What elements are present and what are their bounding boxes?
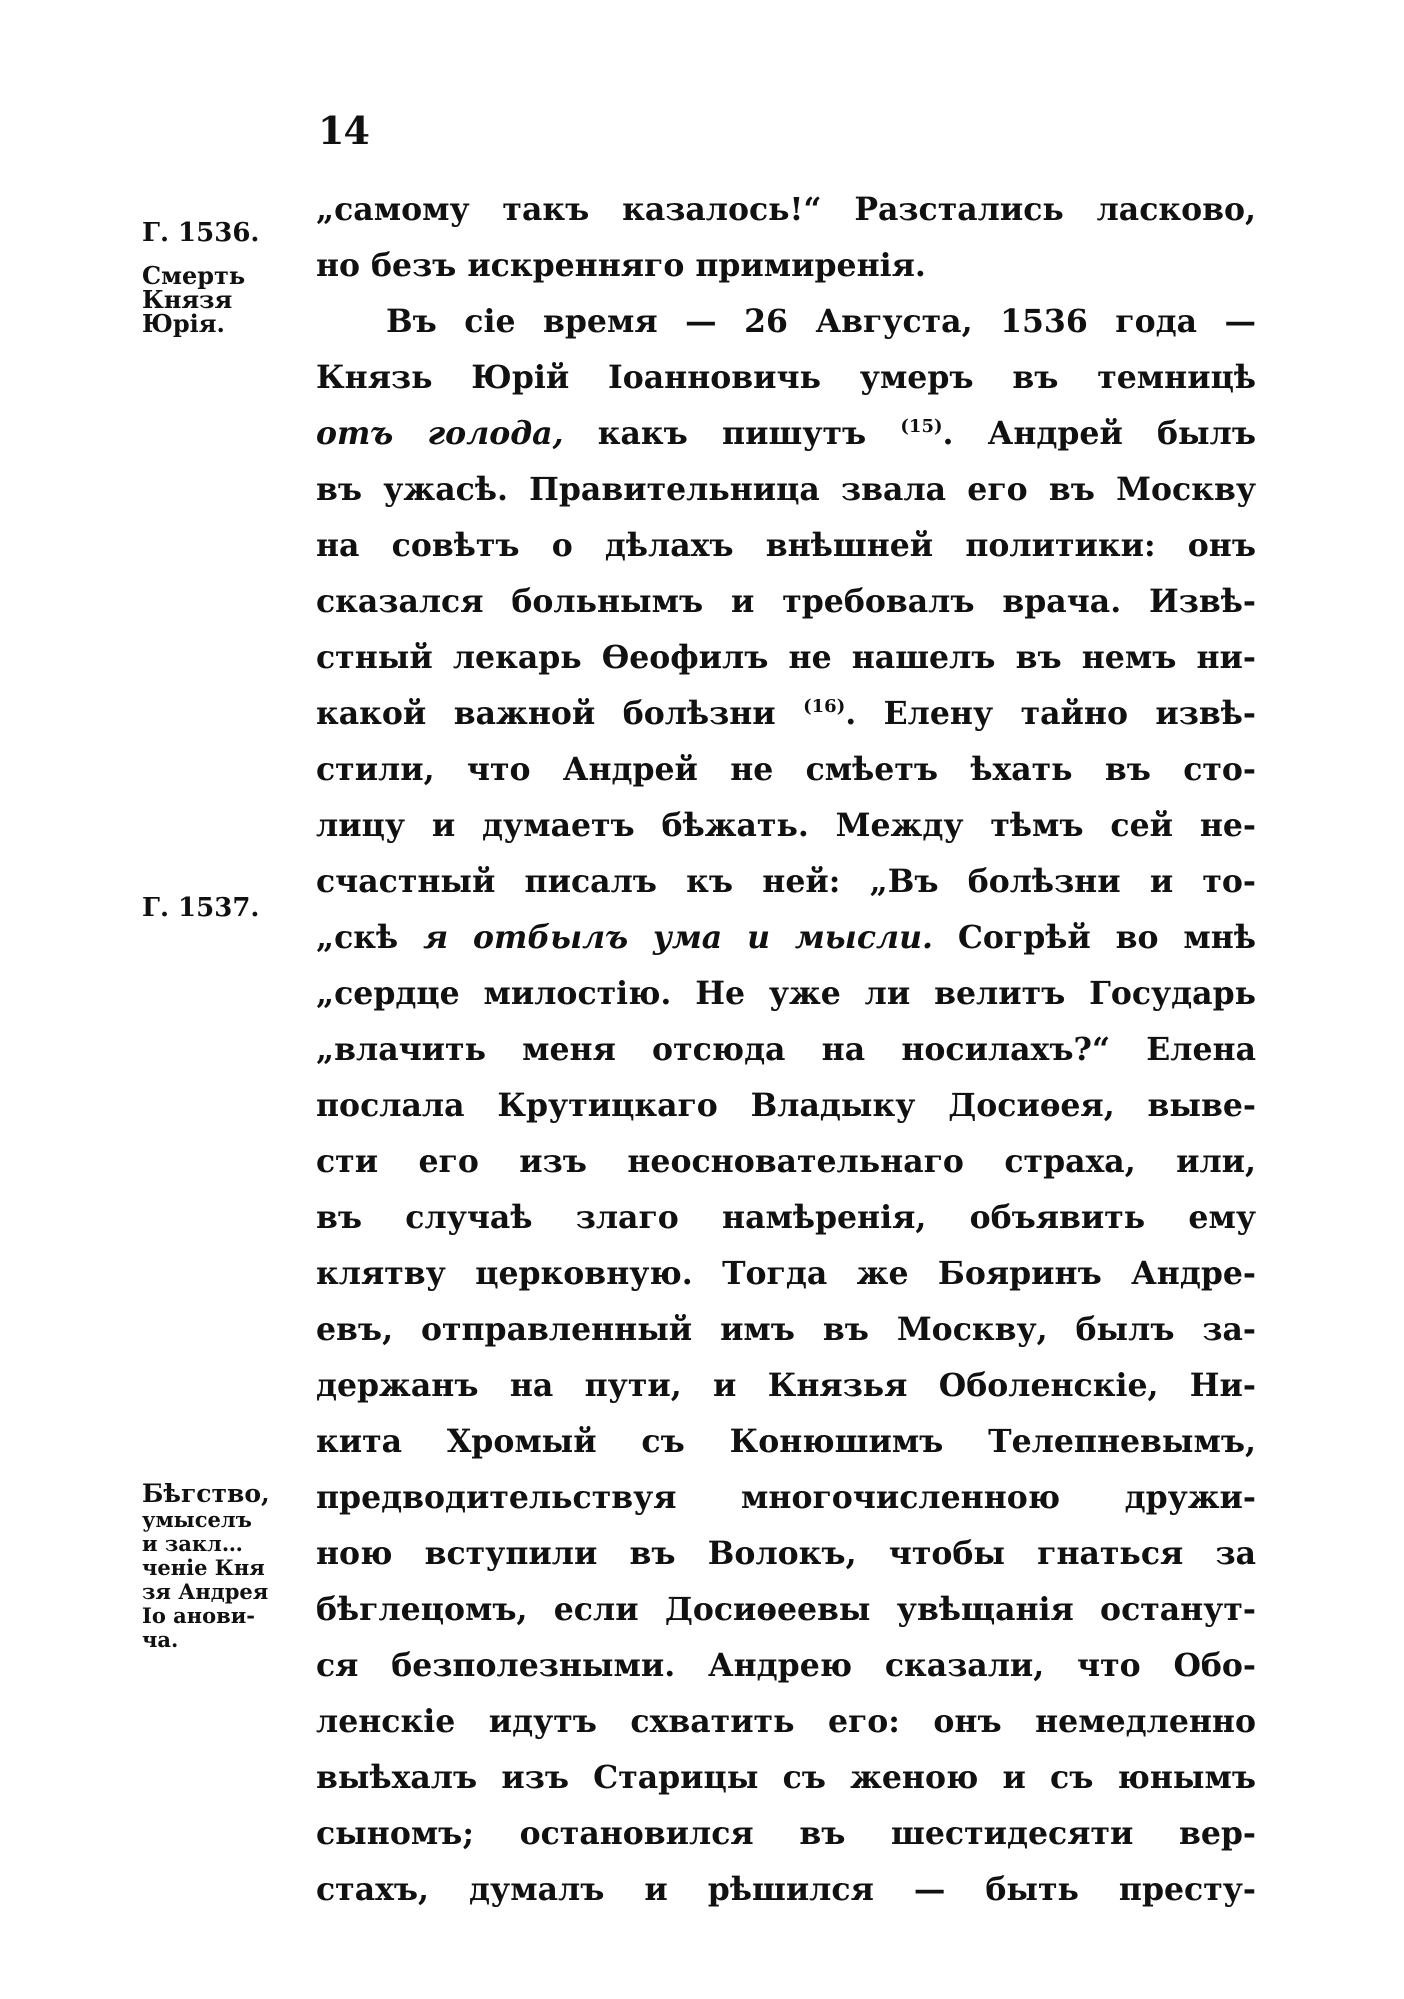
text-line: въ случаѣ злаго намѣренія, объявить ему	[316, 1199, 1256, 1236]
margin-note-line: ченіе Кня	[142, 1555, 265, 1580]
text-line: стный лекарь Ѳеофилъ не нашелъ въ немъ ни-	[316, 639, 1256, 676]
text-line: „самому такъ казалось!“ Разстались ласково,	[316, 191, 1256, 228]
margin-note-line: Іо анови-	[142, 1603, 256, 1628]
text-line	[316, 406, 1256, 462]
text-line: Князь Юрій Іоанновичь умеръ въ темницѣ	[316, 359, 1256, 396]
text-line: послала Крутицкаго Владыку Досиѳея, выве-	[316, 1087, 1256, 1124]
text-line: выѣхалъ изъ Старицы съ женою и съ юнымъ	[316, 1759, 1256, 1796]
text-span: какъ пишутъ	[563, 415, 901, 452]
margin-note-line: ча.	[142, 1627, 179, 1652]
text-line: стахъ, думалъ и рѣшился — быть престу-	[316, 1871, 1256, 1908]
main-text-column	[316, 182, 1256, 1918]
margin-note-line: Смерть	[142, 261, 246, 290]
margin-note-line: и закл…	[142, 1531, 243, 1556]
text-line: сыномъ; остановился въ шестидесяти вер-	[316, 1815, 1256, 1852]
text-line: „влачить меня отсюда на носилахъ?“ Елена	[316, 1031, 1256, 1068]
text-line: ся безполезными. Андрею сказали, что Обо-	[316, 1647, 1256, 1684]
text-line: кита Хромый съ Конюшимъ Телепневымъ,	[316, 1423, 1256, 1460]
margin-note-death-of-yuri	[142, 261, 302, 338]
footnote-ref: (16)	[803, 696, 846, 717]
margin-note-flight-of-andrei	[142, 1480, 302, 1652]
text-span: . Елену тайно извѣ-	[845, 695, 1256, 732]
text-line: но безъ искренняго примиренія.	[316, 247, 926, 284]
text-line	[316, 686, 1256, 742]
text-line: „сердце милостію. Не уже ли велитъ Государь	[316, 975, 1256, 1012]
text-line: лицу и думаетъ бѣжать. Между тѣмъ сей не-	[316, 807, 1256, 844]
text-line: въ ужасѣ. Правительница звала его въ Москву	[316, 471, 1256, 508]
italic-phrase: я отбылъ ума и мысли.	[423, 919, 933, 956]
text-line	[316, 910, 1256, 966]
text-line: стили, что Андрей не смѣетъ ѣхать въ сто-	[316, 751, 1256, 788]
margin-year-1536: Г. 1536.	[142, 218, 260, 248]
margin-note-line: Бѣгство,	[142, 1479, 270, 1508]
text-line: ленскіе идутъ схватить его: онъ немедленно	[316, 1703, 1256, 1740]
italic-phrase: отъ голода,	[316, 415, 564, 452]
page-number: 14	[318, 108, 369, 153]
text-line: счастный писалъ къ ней: „Въ болѣзни и то-	[316, 863, 1256, 900]
margin-note-line: умыселъ	[142, 1507, 252, 1532]
text-line: на совѣтъ о дѣлахъ внѣшней политики: онъ	[316, 527, 1256, 564]
text-line: Въ сіе время — 26 Августа, 1536 года —	[386, 303, 1256, 340]
text-span: „скѣ	[316, 919, 424, 956]
text-line: клятву церковную. Тогда же Бояринъ Андре-	[316, 1255, 1256, 1292]
text-line: предводительствуя многочисленною дружи-	[316, 1479, 1256, 1516]
text-line: сти его изъ неосновательнаго страха, или,	[316, 1143, 1256, 1180]
footnote-ref: (15)	[900, 416, 943, 437]
text-span: . Андрей былъ	[942, 415, 1257, 452]
text-line: бѣглецомъ, если Досиѳеевы увѣщанія останут-	[316, 1591, 1256, 1628]
margin-note-line: зя Андрея	[142, 1579, 269, 1604]
text-line: сказался больнымъ и требовалъ врача. Извѣ-	[316, 583, 1256, 620]
text-span: Согрѣй во мнѣ	[932, 919, 1256, 956]
margin-note-line: Юрія.	[142, 309, 225, 338]
text-line: ною вступили въ Волокъ, чтобы гнаться за	[316, 1535, 1256, 1572]
text-line: держанъ на пути, и Князья Оболенскіе, Ни-	[316, 1367, 1256, 1404]
margin-year-1537: Г. 1537.	[142, 893, 260, 923]
text-line: евъ, отправленный имъ въ Москву, былъ за-	[316, 1311, 1256, 1348]
text-span: какой важной болѣзни	[316, 695, 804, 732]
margin-note-line: Князя	[142, 285, 233, 314]
